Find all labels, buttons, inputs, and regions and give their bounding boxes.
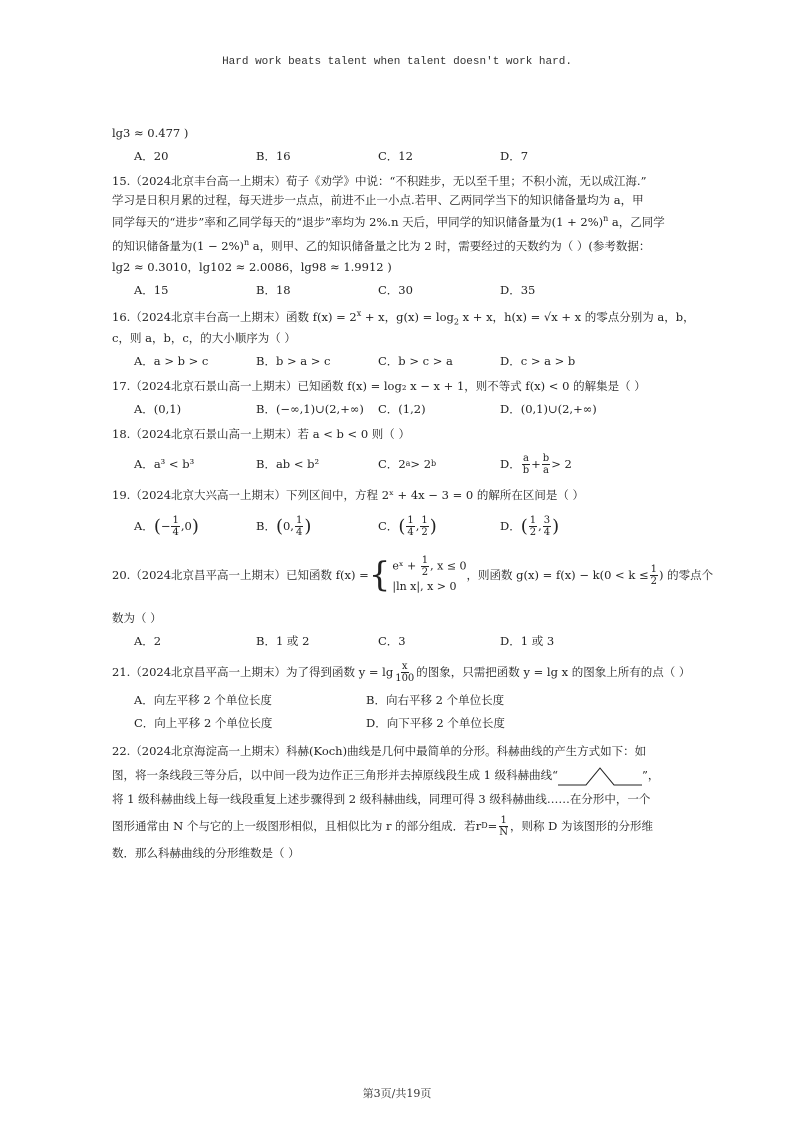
frac-den: 4 xyxy=(407,526,414,538)
left-paren: ( xyxy=(398,515,406,537)
q19-option-c-frac1 xyxy=(406,515,414,538)
q14-option-b: B．16 xyxy=(256,149,291,163)
frac-num: x xyxy=(401,660,408,672)
q20-line2: 数为（ ） xyxy=(112,611,162,625)
q15-line4-text-b: a，则甲、乙的知识储备量之比为 2 时，需要经过的天数约为（ ）(参考数据： xyxy=(249,239,651,253)
q15-line5: lg2 ≈ 0.3010，lg102 ≈ 2.0086，lg98 ≈ 1.9912 ) xyxy=(112,260,392,274)
q20-case1 xyxy=(392,555,466,578)
left-paren: ( xyxy=(153,515,161,537)
page-footer-number: 第3页/共19页 xyxy=(362,1087,432,1100)
q17-option-a: A．(0,1) xyxy=(134,402,182,416)
left-paren: ( xyxy=(520,515,528,537)
q18-option-c-label: C． xyxy=(378,456,399,471)
q18-option-d-plus: + xyxy=(531,456,541,471)
frac-num: 1 xyxy=(172,514,179,526)
q20-option-a: A．2 xyxy=(134,634,162,648)
q19-option-c-frac2 xyxy=(420,515,428,538)
frac-den: N xyxy=(499,826,508,838)
q19-option-d-label: D． xyxy=(500,518,521,533)
q15-line3 xyxy=(112,210,697,234)
q14-options xyxy=(134,147,697,166)
q18-option-d-frac2 xyxy=(542,453,550,476)
q14-option-d: D．7 xyxy=(500,149,529,163)
q16-option-a: A．a > b > c xyxy=(134,354,209,368)
q16-line1-text-b: 的零点分别为 a，b， xyxy=(581,310,695,324)
q16-line1-text-a: 16.（2024北京丰台高一上期末）函数 xyxy=(112,310,313,324)
q15-option-a: A．15 xyxy=(134,283,169,297)
q15-line3-text-a: 同学每天的“进步”率和乙同学每天的“退步”率均为 2%.n 天后，甲同学的知识储备量为 xyxy=(112,215,552,229)
q17-option-c: C．(1,2) xyxy=(378,402,426,416)
q19-option-d-frac1 xyxy=(529,515,537,538)
q18-option-a xyxy=(134,455,256,474)
q20-piecewise xyxy=(369,555,467,596)
q18-option-c-mid: > 2 xyxy=(410,456,432,471)
frac-den: 2 xyxy=(529,526,537,538)
frac-num: 1 xyxy=(295,514,303,526)
q18-option-d-tail: > 2 xyxy=(551,456,572,471)
q20-line1-text-b: ，则函数 g(x) = f(x) − k(0 < k ≤ xyxy=(466,567,649,582)
frac-den: 4 xyxy=(172,526,179,538)
q15-line2: 学习是日积月累的过程，每天进步一点点，前进不止一小点.若甲、乙两同学当下的知识储备量均为 a，甲 xyxy=(112,193,644,207)
q18-option-c-base: 2 xyxy=(398,456,406,471)
q20-case1-a: eˣ + xyxy=(392,559,420,572)
q15-option-d: D．35 xyxy=(500,283,536,297)
q14-option-a: A．20 xyxy=(134,149,169,163)
q19-line1: 19.（2024北京大兴高一上期末）下列区间中，方程 2ˣ + 4x − 3 = 0 的解所在区间是（ ） xyxy=(112,488,584,502)
koch-curve-figure xyxy=(558,766,642,786)
q16-f-expr: f(x) = 2 xyxy=(312,310,357,324)
q19-option-c-label: C． xyxy=(378,518,399,533)
right-paren: ) xyxy=(429,515,437,537)
frac-num: 3 xyxy=(543,514,551,526)
q16-f-tail: + x， xyxy=(361,310,397,324)
q22-line5: 数．那么科赫曲线的分形维数是（ ） xyxy=(112,846,300,860)
q21-options-row1 xyxy=(134,691,697,710)
q18-line1: 18.（2024北京石景山高一上期末）若 a < b < 0 则（ ） xyxy=(112,427,410,441)
q16-options xyxy=(134,352,697,371)
koch-curve-line xyxy=(558,768,642,785)
q20-line1-text-c: ) 的零点个 xyxy=(658,567,714,582)
q20-option-d: D．1 或 3 xyxy=(500,634,555,648)
q19-option-b-frac xyxy=(295,515,303,538)
frac-den: 4 xyxy=(295,526,303,538)
q17-option-d: D．(0,1)∪(2,+∞) xyxy=(500,402,597,416)
frac-den: 2 xyxy=(421,526,428,538)
right-paren: ) xyxy=(304,515,312,537)
q22-frac xyxy=(498,815,509,838)
frac-num: 1 xyxy=(500,814,507,826)
q18-option-a-label: A． xyxy=(134,456,154,471)
q21-option-a: A．向左平移 2 个单位长度 xyxy=(134,693,272,707)
q20-option-c: C．3 xyxy=(378,634,406,648)
frac-den: 2 xyxy=(421,566,429,578)
q16-option-b: B．b > a > c xyxy=(256,354,331,368)
q22-eq: = xyxy=(487,818,498,833)
q22-line1: 22.（2024北京海淀高一上期末）科赫(Koch)曲线是几何中最简单的分形。科赫曲线的产生方式如下：如 xyxy=(112,744,647,758)
q20-case1-b: , x ≤ 0 xyxy=(430,559,467,572)
q19-options xyxy=(134,509,697,543)
q21-line1-text-a: 21.（2024北京昌平高一上期末）为了得到函数 y = lg xyxy=(112,664,394,679)
q21-option-c: C．向上平移 2 个单位长度 xyxy=(134,716,273,730)
q19-option-c: C． ( $\frac{1}{4}$ , $\frac{1}{2}$ ) xyxy=(378,514,437,538)
q15-option-c: C．30 xyxy=(378,283,413,297)
q17-line1: 17.（2024北京石景山高一上期末）已知函数 f(x) = log₂ x − x + 1，则不等式 f(x) < 0 的解集是（ ） xyxy=(112,379,646,393)
question-content xyxy=(112,124,714,865)
frac-num: b xyxy=(542,452,550,464)
q20-case1-frac xyxy=(421,555,429,578)
q20-line1 xyxy=(112,549,714,601)
q19-option-a-label: A． xyxy=(134,518,154,533)
frac-num: 1 xyxy=(421,554,429,566)
right-paren: ) xyxy=(191,515,199,537)
q15-option-b: B．18 xyxy=(256,283,291,297)
q19-option-b-label: B． xyxy=(256,518,276,533)
q18-option-b-label: B． xyxy=(256,456,276,471)
q15-line4 xyxy=(112,234,697,258)
q22-line4-text-b: ，则称 D 为该图形的分形维 xyxy=(510,818,654,833)
frac-den: 100 xyxy=(395,672,415,684)
q18-option-c: C． 2 a > 2 b xyxy=(378,455,500,474)
q18-option-d-label: D． xyxy=(500,456,521,471)
q15-line4-text-a: 的知识储备量为 xyxy=(112,239,193,253)
q19-option-b: B． ( 0, $\frac{1}{4}$ ) xyxy=(256,514,312,538)
q18-option-b xyxy=(256,455,378,474)
q19-option-a: A． ( − $\frac{1}{4}$ ,0 ) xyxy=(134,514,199,538)
q18-option-a-text: a³ < b³ xyxy=(153,456,195,471)
frac-den: 4 xyxy=(543,526,551,538)
q22-line4: 图形通常由 N 个与它的上一级图形相似，且相似比为 r 的部分组成．若 r D = $\frac{1}{N}$ ，则称 D 为该图形的分形维 xyxy=(112,814,654,838)
q20-cases xyxy=(392,555,466,596)
q19-option-d-frac2 xyxy=(543,515,551,538)
q22-line2 xyxy=(112,763,697,787)
q16-line1 xyxy=(112,306,697,329)
q19-option-d: D． ( $\frac{1}{2}$ , $\frac{3}{4}$ ) xyxy=(500,514,560,538)
q18-option-d xyxy=(500,453,622,476)
q16-h-expr: h(x) = √x + x xyxy=(504,310,582,324)
q21-line1-text-b: 的图象，只需把函数 y = lg x 的图象上所有的点（ ） xyxy=(416,664,691,679)
q16-f-exponent: x xyxy=(356,309,362,319)
q16-g-tail: x + x， xyxy=(458,310,505,324)
q22-line2-text-a: 图，将一条线段三等分后，以中间一段为边作正三角形并去掉原线段生成 1 级科赫曲线“ xyxy=(112,768,559,782)
q21-option-b: B．向右平移 2 个单位长度 xyxy=(366,693,505,707)
q19-option-a-frac xyxy=(171,515,179,538)
q21-options-row2 xyxy=(134,714,697,733)
q18-options xyxy=(134,448,697,480)
q15-line1: 15.（2024北京丰台高一上期末）荀子《劝学》中说：“不积跬步，无以至千里；不积小流，无以成江海.” xyxy=(112,174,647,188)
q20-option-b: B．1 或 2 xyxy=(256,634,310,648)
q14-tail-line: lg3 ≈ 0.477 ) xyxy=(112,126,189,140)
q22-line3: 将 1 级科赫曲线上每一线段重复上述步骤得到 2 级科赫曲线，同理可得 3 级科赫曲线……在分形中，一个 xyxy=(112,792,651,806)
frac-den: a xyxy=(543,464,549,476)
q16-g-expr: g(x) = log xyxy=(396,310,454,324)
q16-option-d: D．c > a > b xyxy=(500,354,576,368)
q15-growth-expr: (1 + 2%) xyxy=(551,215,604,229)
frac-num: 1 xyxy=(407,514,414,526)
q15-decline-exponent: n xyxy=(243,238,250,248)
q16-option-c: C．b > c > a xyxy=(378,354,453,368)
left-paren: ( xyxy=(275,515,283,537)
q15-growth-exponent: n xyxy=(603,214,609,224)
q18-option-d-frac1 xyxy=(522,453,530,476)
q20-brace: { xyxy=(368,555,391,595)
q16-g-subscript: 2 xyxy=(453,317,459,327)
q15-line3-text-b: a，乙同学 xyxy=(608,215,665,229)
q15-decline-expr: (1 − 2%) xyxy=(192,239,244,253)
q17-option-b: B．(−∞,1)∪(2,+∞) xyxy=(256,402,364,416)
frac-den: 2 xyxy=(650,575,657,587)
right-paren: ) xyxy=(552,515,560,537)
frac-num: a xyxy=(522,452,529,464)
frac-num: 1 xyxy=(650,563,657,575)
frac-num: 1 xyxy=(421,514,428,526)
page-header-motto: Hard work beats talent when talent doesn't work hard. xyxy=(222,56,572,68)
q22-line4-text-a: 图形通常由 N 个与它的上一级图形相似，且相似比为 r 的部分组成．若 xyxy=(112,818,476,833)
frac-den: b xyxy=(522,464,530,476)
q21-frac xyxy=(394,661,415,684)
q22-r-expr: r xyxy=(475,818,482,833)
q20-options xyxy=(134,632,697,651)
q21-line1 xyxy=(112,657,697,687)
q21-option-d: D．向下平移 2 个单位长度 xyxy=(366,716,505,730)
q14-option-c: C．12 xyxy=(378,149,413,163)
q17-options xyxy=(134,400,697,419)
q20-case2: |ln x|, x > 0 xyxy=(392,579,457,593)
q18-option-b-text: ab < b² xyxy=(275,456,320,471)
q16-line2: c，则 a，b，c，的大小顺序为（ ） xyxy=(112,331,296,345)
q20-line1-text-a: 20.（2024北京昌平高一上期末）已知函数 f(x) = xyxy=(112,567,369,582)
q20-k-frac xyxy=(650,564,658,587)
q22-line2-text-b: ”， xyxy=(642,768,660,782)
q15-options xyxy=(134,281,697,300)
frac-num: 1 xyxy=(529,514,537,526)
